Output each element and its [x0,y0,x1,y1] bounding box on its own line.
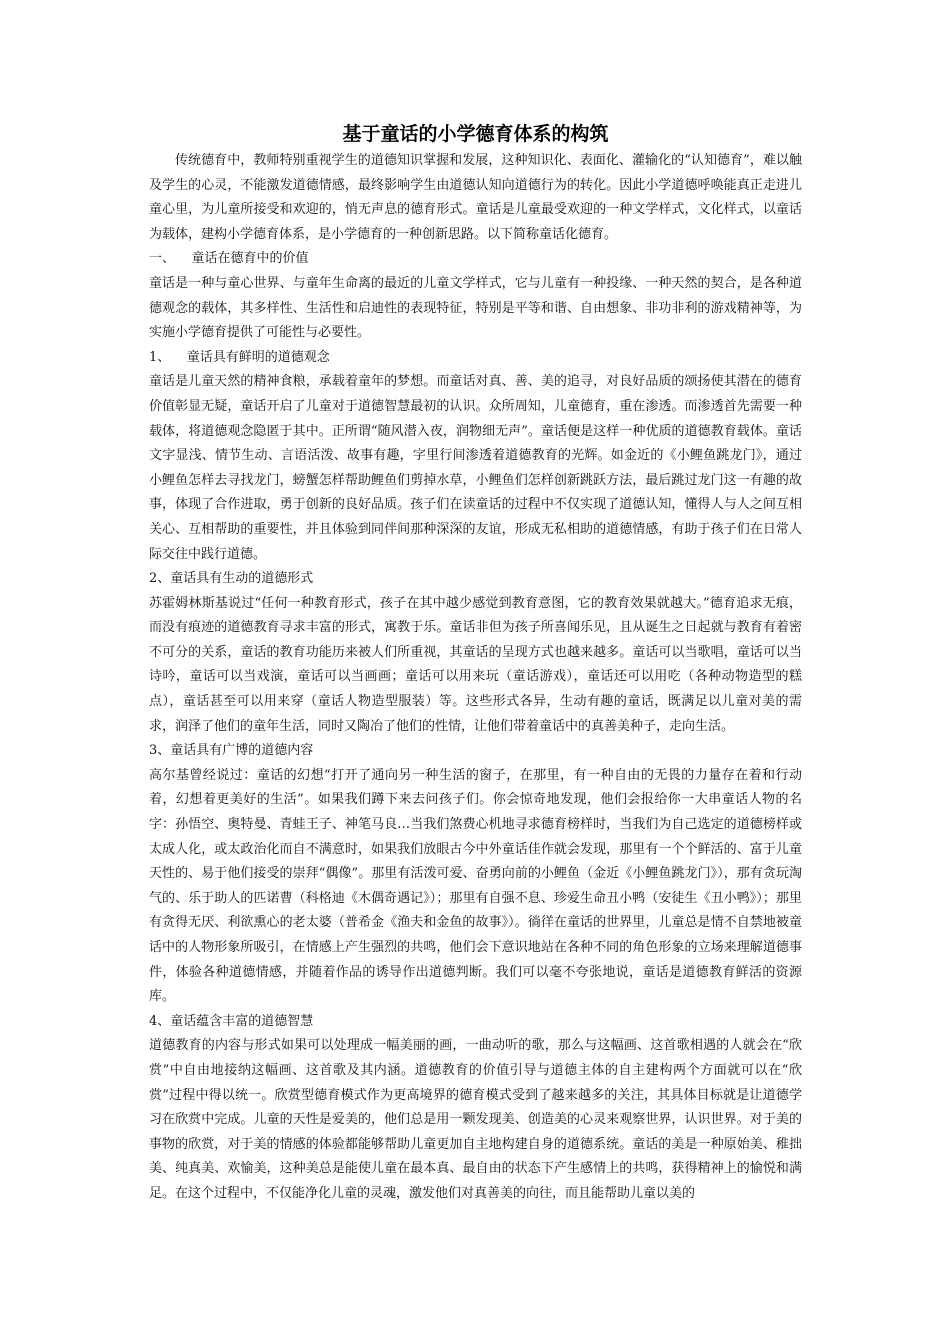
subsection-heading-3: 3、童话具有广博的道德内容 [149,743,314,759]
section-heading-1: 一、 童话在德育中的价值 [149,251,309,267]
document-title: 基于童话的小学德育体系的构筑 [342,123,609,145]
subsection-heading-4: 4、童话蕴含丰富的道德智慧 [149,1013,314,1029]
subsection-heading-1: 1、 童话具有鲜明的道德观念 [149,349,330,365]
subsection-paragraph-3: 高尔基曾经说过：童话的幻想“打开了通向另一种生活的窗子，在那里，有一种自由的无畏的力量存在着和行动着，幻想着更美好的生活”。如果我们蹲下来去问孩子们。你会惊奇地发现，他们会报给你一大串童话人物的名字：孙悟空、奥特曼、青蛙王子、神笔马良…当我们煞费心机地寻求德育榜样时，当我们为自己选定的道德榜样或太成人化，或太政治化而自不满意时，如果我们放眼古今中外童话佳作就会发现，那里有一个个鲜活的、富于儿童天性的、易于他们接受的崇拜“偶像”。那里有活泼可爱、奋勇向前的小鲤鱼（金近《小鲤鱼跳龙门》），那有贪玩淘气的、乐于助人的匹诺曹（科格迪《木偶奇遇记》）；那里有自强不息、珍爱生命丑小鸭（安徒生《丑小鸭》）；那里有贪得无厌、利欲熏心的老太婆（普希金《渔夫和金鱼的故事》）。徜徉在童话的世界里，儿童总是情不自禁地被童话中的人物形象所吸引，在情感上产生强烈的共鸣，他们会下意识地站在各种不同的角色形象的立场来理解道德事件，体验各种道德情感，并随着作品的诱导作出道德判断。我们可以毫不夸张地说，童话是道德教育鲜活的资源库。 [149,767,802,1005]
subsection-paragraph-4: 道德教育的内容与形式如果可以处理成一幅美丽的画，一曲动听的歌，那么与这幅画、这首歌相遇的人就会在“欣赏”中自由地接纳这幅画、这首歌及其内涵。道德教育的价值引导与道德主体的自主建构两个方面就可以在“欣赏”过程中得以统一。欣赏型德育模式作为更高境界的德育模式受到了越来越多的关注，其具体目标就是让道德学习在欣赏中完成。儿童的天性是爱美的，他们总是用一颗发现美、创造美的心灵来观察世界，认识世界。对于美的事物的欣赏，对于美的情感的体验都能够帮助儿童更加自主地构建自身的道德系统。童话的美是一种原始美、稚拙美、纯真美、欢愉美，这种美总是能使儿童在最本真、最自由的状态下产生感情上的共鸣，获得精神上的愉悦和满足。在这个过程中，不仅能净化儿童的灵魂，激发他们对真善美的向往，而且能帮助儿童以美的 [149,1038,802,1201]
document-page [149,120,802,1207]
subsection-heading-2: 2、童话具有生动的道德形式 [149,571,314,587]
section-paragraph-1: 童话是一种与童心世界、与童年生命离的最近的儿童文学样式，它与儿童有一种投缘、一种天然的契合，是各种道德观念的载体，其多样性、生活性和启迪性的表现特征，特别是平等和谐、自由想象、非功非利的游戏精神等，为实施小学德育提供了可能性与必要性。 [149,275,802,341]
subsection-paragraph-2: 苏霍姆林斯基说过“任何一种教育形式，孩子在其中越少感觉到教育意图，它的教育效果就越大。”德育追求无痕，而没有痕迹的道德教育寻求丰富的形式，寓教于乐。童话非但为孩子所喜闻乐见，且从诞生之日起就与教育有着密不可分的关系，童话的教育功能历来被人们所重视，其童话的呈现方式也越来越多。童话可以当歌唱，童话可以当诗吟，童话可以当戏演，童话可以当画画；童话可以用来玩（童话游戏），童话还可以用吃（各种动物造型的糕点），童话甚至可以用来穿（童话人物造型服装）等。这些形式各异，生动有趣的童话，既满足以儿童对美的需求，润泽了他们的童年生活，同时又陶冶了他们的性情，让他们带着童话中的真善美种子，走向生活。 [149,595,802,734]
intro-paragraph: 传统德育中，教师特别重视学生的道德知识掌握和发展，这种知识化、表面化、灌输化的“认知德育”，难以触及学生的心灵，不能激发道德情感，最终影响学生由道德认知向道德行为的转化。因此小学道德呼唤能真正走进儿童心里，为儿童所接受和欢迎的，悄无声息的德育形式。童话是儿童最受欢迎的一种文学样式，文化样式，以童话为载体，建构小学德育体系，是小学德育的一种创新思路。以下简称童话化德育。 [149,153,802,242]
subsection-paragraph-1: 童话是儿童天然的精神食粮，承载着童年的梦想。而童话对真、善、美的追寻，对良好品质的颂扬使其潜在的德育价值彰显无疑，童话开启了儿童对于道德智慧最初的认识。众所周知，儿童德育，重在渗透。而渗透首先需要一种载体，将道德观念隐匿于其中。正所谓“随风潜入夜，润物细无声”。童话便是这样一种优质的道德教育载体。童话文字显浅、情节生动、言语活泼、故事有趣，字里行间渗透着道德教育的光辉。如金近的《小鲤鱼跳龙门》，通过小鲤鱼怎样去寻找龙门，螃蟹怎样帮助鲤鱼们剪掉水草，小鲤鱼们怎样创新跳跃方法，最后跳过龙门这一有趣的故事，体现了合作进取，勇于创新的良好品质。孩子们在读童话的过程中不仅实现了道德认知，懂得人与人之间互相关心、互相帮助的重要性，并且体验到同伴间那种深深的友谊，形成无私相助的道德情感，有助于孩子们在日常人际交往中践行道德。 [149,374,802,562]
